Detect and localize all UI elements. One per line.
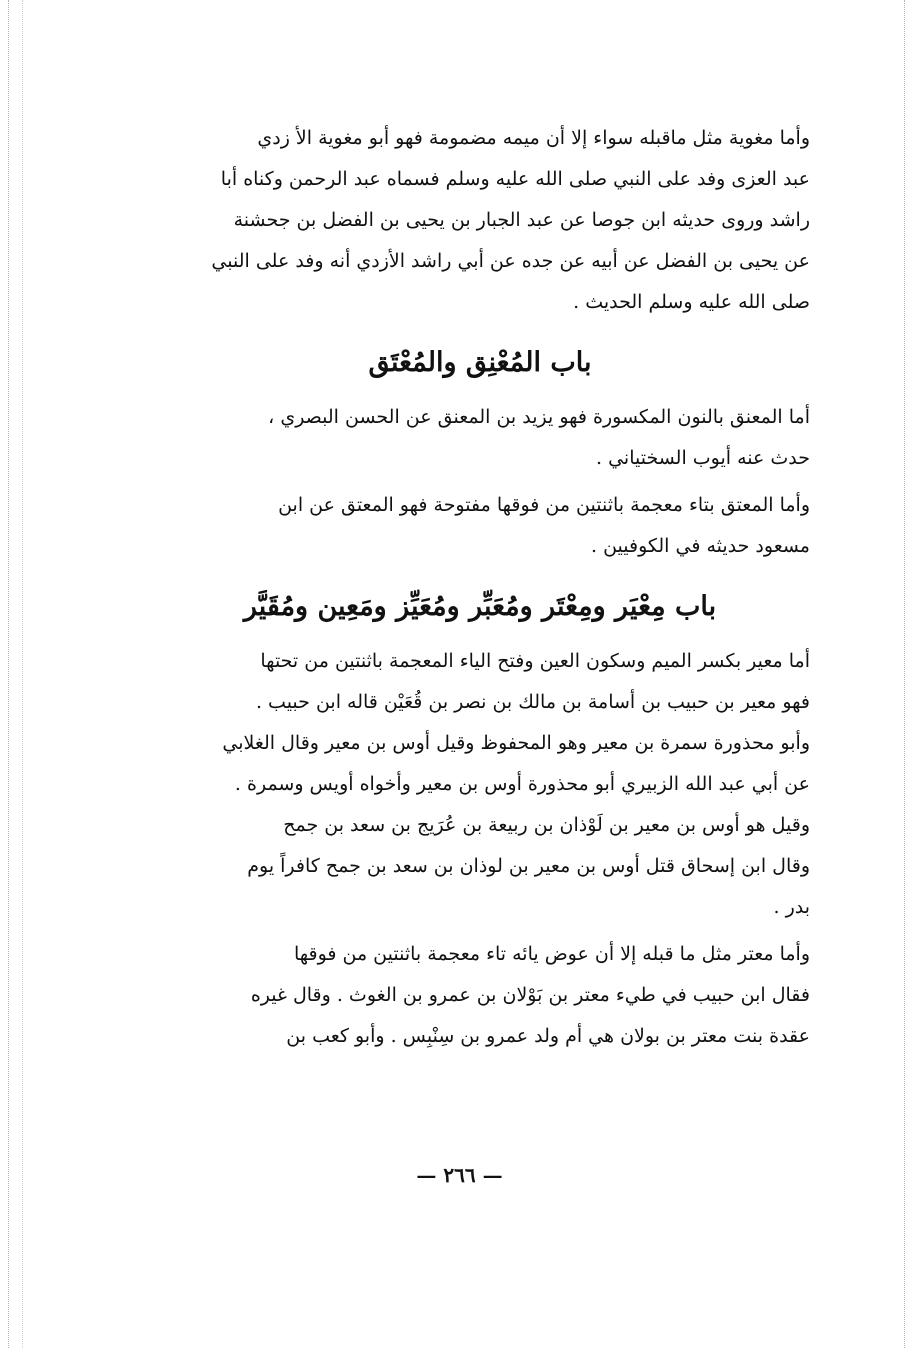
text-line: عقدة بنت معتر بن بولان هي أم ولد عمرو بن سِنْبِس . وأبو كعب بن xyxy=(286,1025,810,1047)
text-line: عبد العزى وفد على النبي صلى الله عليه وسلم فسماه عبد الرحمن وكناه أبا xyxy=(220,168,810,190)
paragraph-mughawiya xyxy=(150,118,810,323)
text-line: عن أبي عبد الله الزبيري أبو محذورة أوس بن معير وأخواه أويس وسمرة . xyxy=(234,773,810,795)
text-line: وأما مغوية مثل ماقبله سواء إلا أن ميمه مضمومة فهو أبو مغوية الأ زدي xyxy=(257,127,810,149)
scan-edge-left xyxy=(8,0,11,1348)
text-line: صلى الله عليه وسلم الحديث . xyxy=(573,291,810,313)
paragraph-mutaq xyxy=(150,485,810,567)
scan-edge-right xyxy=(904,0,907,1348)
page-body xyxy=(150,118,810,1057)
chapter-heading-muniq: باب المُعْنِق والمُعْتَق xyxy=(368,347,592,378)
chapter-heading-muayyar: باب مِعْيَر ومِعْتَر ومُعَبِّر ومُعَيِّز ومَعِين ومُقَيَّر xyxy=(243,591,717,622)
text-line: فهو معير بن حبيب بن أسامة بن مالك بن نصر بن قُعَيْن قاله ابن حبيب . xyxy=(255,691,810,713)
text-line: عن يحيى بن الفضل عن أبيه عن جده عن أبي راشد الأزدي أنه وفد على النبي xyxy=(211,250,810,272)
scan-edge-left-inner xyxy=(22,0,25,1348)
text-line: بدر . xyxy=(773,896,810,918)
text-line: حدث عنه أيوب السختياني . xyxy=(596,447,810,469)
paragraph-muniq xyxy=(150,397,810,479)
text-line: أما معير بكسر الميم وسكون العين وفتح الياء المعجمة باثنتين من تحتها xyxy=(260,650,810,672)
text-line: راشد وروى حديثه ابن جوصا عن عبد الجبار بن يحيى بن الفضل بن جحشنة xyxy=(233,209,810,231)
paragraph-mutar xyxy=(150,934,810,1057)
text-line: أما المعنق بالنون المكسورة فهو يزيد بن المعنق عن الحسن البصري ، xyxy=(268,406,810,428)
text-line: فقال ابن حبيب في طيء معتر بن بَوْلان بن عمرو بن الغوث . وقال غيره xyxy=(250,984,810,1006)
paragraph-muayyar xyxy=(150,641,810,928)
text-line: وأما معتر مثل ما قبله إلا أن عوض يائه تاء معجمة باثنتين من فوقها xyxy=(293,943,810,965)
text-line: وقال ابن إسحاق قتل أوس بن معير بن لوذان بن سعد بن جمح كافراً يوم xyxy=(247,855,810,877)
text-line: مسعود حديثه في الكوفيين . xyxy=(590,535,810,557)
text-line: وأبو محذورة سمرة بن معير وهو المحفوظ وقيل أوس بن معير وقال الغلابي xyxy=(222,732,810,754)
page-number: — ٢٦٦ — xyxy=(416,1163,503,1187)
text-line: وقيل هو أوس بن معير بن لَوْذان بن ربيعة بن عُرَيج بن سعد بن جمح xyxy=(283,814,810,836)
text-line: وأما المعتق بتاء معجمة باثنتين من فوقها مفتوحة فهو المعتق عن ابن xyxy=(278,494,810,516)
